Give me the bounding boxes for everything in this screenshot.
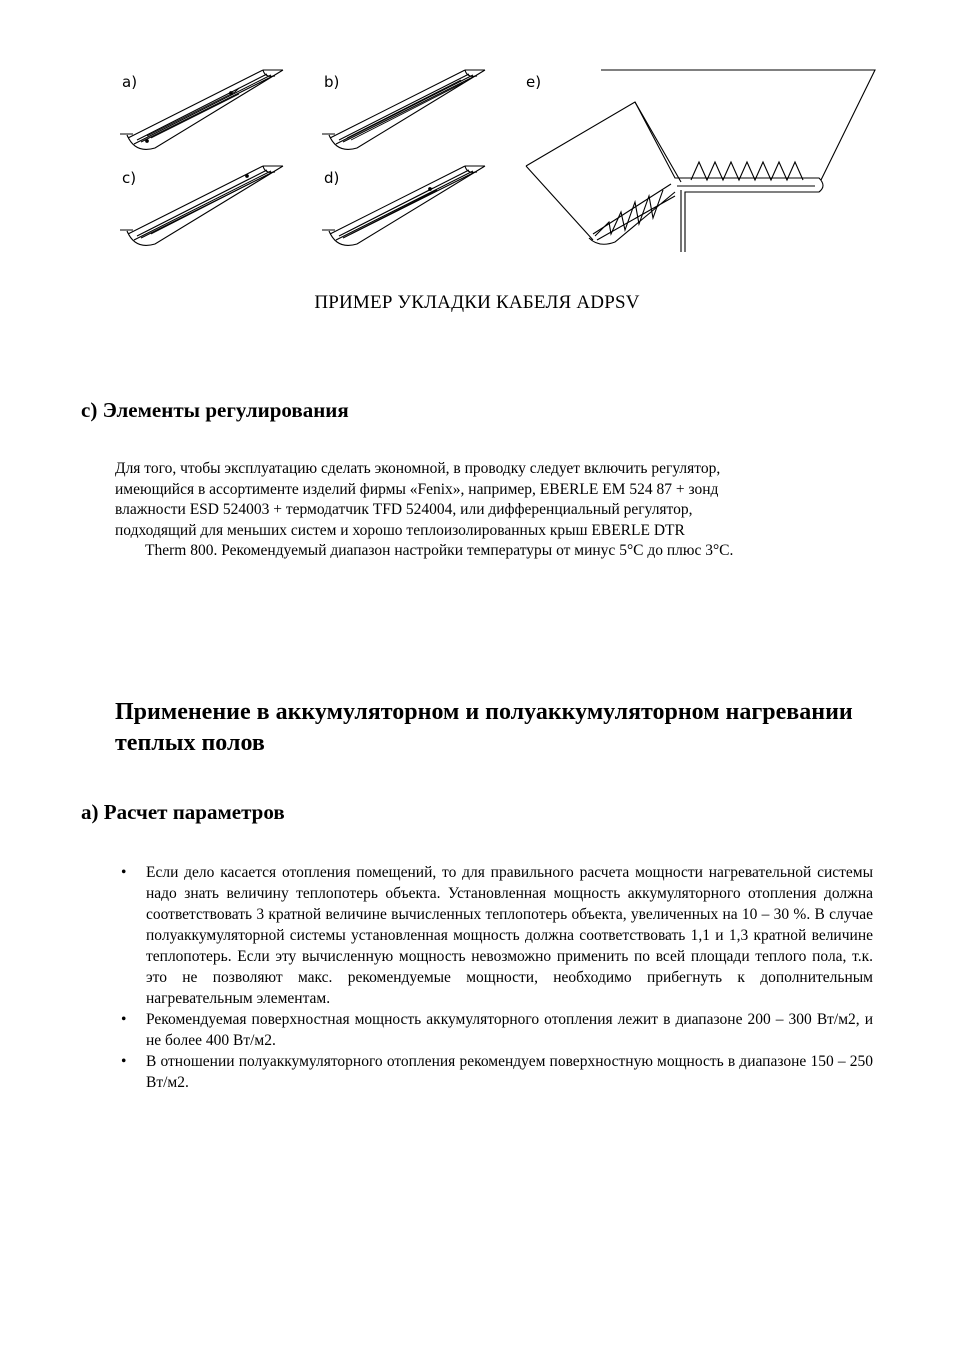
calculation-bullet-list bbox=[115, 862, 873, 1093]
label-b: b) bbox=[324, 73, 340, 91]
gutter-c-drawing bbox=[120, 166, 283, 245]
list-item bbox=[115, 1051, 873, 1093]
list-item-text: Если дело касается отопления помещений, то для правильного расчета мощности нагревательной системы надо знать величину теплопотерь объекта. Установленная мощность аккумуляторного отопления должна соответствовать 3 кратной величине вычисленных теплопотерь объекта, увеличенных на 10 – 30 %. В случае полуаккумуляторной системы установленная мощность должна соответствовать 1,1 и 1,3 кратной величине теплопотерь. Если эту вычисленную мощность невозможно применить по всей площади теплого пола, т.к. это не позволяют макс. рекомендуемые мощности, необходимо прибегнуть к дополнительным нагревательным элементам. bbox=[146, 864, 873, 1007]
gutter-a-drawing bbox=[120, 70, 283, 149]
paragraph-line: подходящий для меньших систем и хорошо теплоизолированных крыш EBERLE DTR bbox=[115, 521, 685, 539]
list-item-text: Рекомендуемая поверхностная мощность аккумуляторного отопления лежит в диапазоне 200 – 300 Вт/м2, и не более 400 Вт/м2. bbox=[146, 1011, 873, 1049]
list-item-text: В отношении полуаккумуляторного отопления рекомендуем поверхностную мощность в диапазоне 150 – 250 Вт/м2. bbox=[146, 1053, 873, 1091]
roof-valley-drawing bbox=[526, 70, 875, 252]
bullet-marker: • bbox=[121, 864, 127, 881]
main-heading: Применение в аккумуляторном и полуаккумуляторном нагревании теплых полов bbox=[115, 699, 853, 756]
gutter-b-drawing bbox=[322, 70, 485, 149]
paragraph-line: имеющийся в ассортименте изделий фирмы «Fenix», например, EBERLE EM 524 87 + зонд bbox=[115, 480, 719, 498]
figure-caption: ПРИМЕР УКЛАДКИ КАБЕЛЯ ADPSV bbox=[314, 292, 640, 313]
bullet-marker: • bbox=[121, 1011, 127, 1028]
paragraph-line: Therm 800. Рекомендуемый диапазон настройки температуры от минус 5°C до плюс 3°C. bbox=[145, 542, 734, 559]
paragraph-line: влажности ESD 524003 + термодатчик TFD 524004, или дифференциальный регулятор, bbox=[115, 501, 693, 518]
cable-laying-diagram bbox=[115, 62, 885, 258]
section-c-paragraph bbox=[115, 459, 845, 562]
list-item bbox=[115, 862, 873, 1009]
label-d: d) bbox=[324, 169, 340, 187]
paragraph-line: Для того, чтобы эксплуатацию сделать экономной, в проводку следует включить регулятор, bbox=[115, 460, 721, 477]
section-a-heading: а) Расчет параметров bbox=[81, 800, 285, 824]
gutter-d-drawing bbox=[322, 166, 485, 245]
bullet-marker: • bbox=[121, 1053, 127, 1070]
cable-laying-figure bbox=[115, 62, 885, 258]
label-e: e) bbox=[526, 73, 542, 91]
section-c-heading: с) Элементы регулирования bbox=[81, 398, 349, 422]
label-a: a) bbox=[122, 73, 138, 91]
label-c: c) bbox=[122, 169, 137, 187]
list-item bbox=[115, 1009, 873, 1051]
